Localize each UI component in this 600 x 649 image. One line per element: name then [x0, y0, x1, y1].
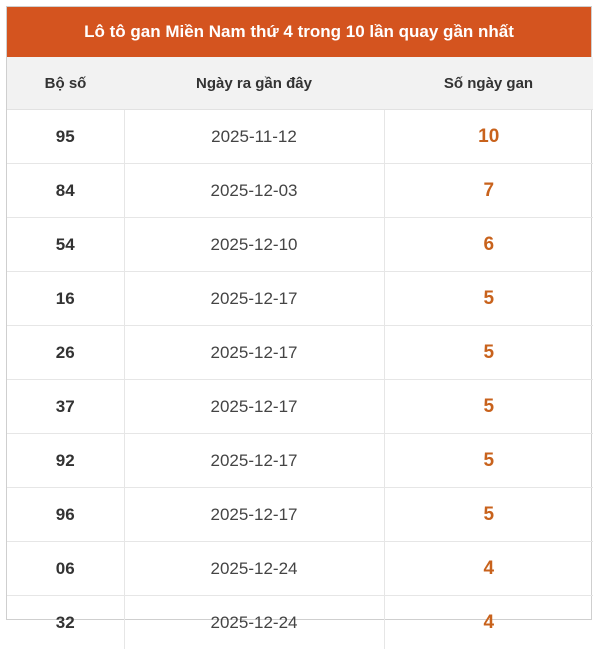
table-row — [7, 434, 593, 488]
lotto-gan-panel — [6, 6, 592, 620]
row-days: 6 — [384, 218, 593, 272]
row-days: 7 — [384, 164, 593, 218]
gan-table — [7, 57, 593, 649]
row-last-date: 2025-12-17 — [124, 272, 384, 326]
row-last-date: 2025-12-17 — [124, 326, 384, 380]
table-row — [7, 272, 593, 326]
row-number: 32 — [7, 596, 124, 649]
table-row — [7, 596, 593, 649]
row-number: 16 — [7, 272, 124, 326]
row-days: 5 — [384, 326, 593, 380]
row-last-date: 2025-12-17 — [124, 488, 384, 542]
row-number: 84 — [7, 164, 124, 218]
row-days: 5 — [384, 380, 593, 434]
header-days: Số ngày gan — [384, 57, 593, 110]
row-days: 10 — [384, 110, 593, 164]
table-header-row — [7, 57, 593, 110]
row-days: 4 — [384, 596, 593, 649]
row-number: 26 — [7, 326, 124, 380]
table-row — [7, 110, 593, 164]
table-row — [7, 542, 593, 596]
row-last-date: 2025-12-17 — [124, 434, 384, 488]
row-number: 06 — [7, 542, 124, 596]
row-last-date: 2025-12-03 — [124, 164, 384, 218]
row-number: 96 — [7, 488, 124, 542]
row-number: 92 — [7, 434, 124, 488]
row-number: 54 — [7, 218, 124, 272]
row-days: 5 — [384, 272, 593, 326]
row-number: 37 — [7, 380, 124, 434]
row-days: 5 — [384, 434, 593, 488]
row-number: 95 — [7, 110, 124, 164]
row-last-date: 2025-12-10 — [124, 218, 384, 272]
table-row — [7, 164, 593, 218]
row-days: 5 — [384, 488, 593, 542]
table-row — [7, 326, 593, 380]
header-last-date: Ngày ra gần đây — [124, 57, 384, 110]
table-row — [7, 380, 593, 434]
row-last-date: 2025-12-24 — [124, 596, 384, 649]
row-last-date: 2025-11-12 — [124, 110, 384, 164]
table-row — [7, 218, 593, 272]
row-last-date: 2025-12-17 — [124, 380, 384, 434]
table-row — [7, 488, 593, 542]
header-number: Bộ số — [7, 57, 124, 110]
row-last-date: 2025-12-24 — [124, 542, 384, 596]
panel-title: Lô tô gan Miền Nam thứ 4 trong 10 lần quay gần nhất — [7, 7, 591, 57]
row-days: 4 — [384, 542, 593, 596]
